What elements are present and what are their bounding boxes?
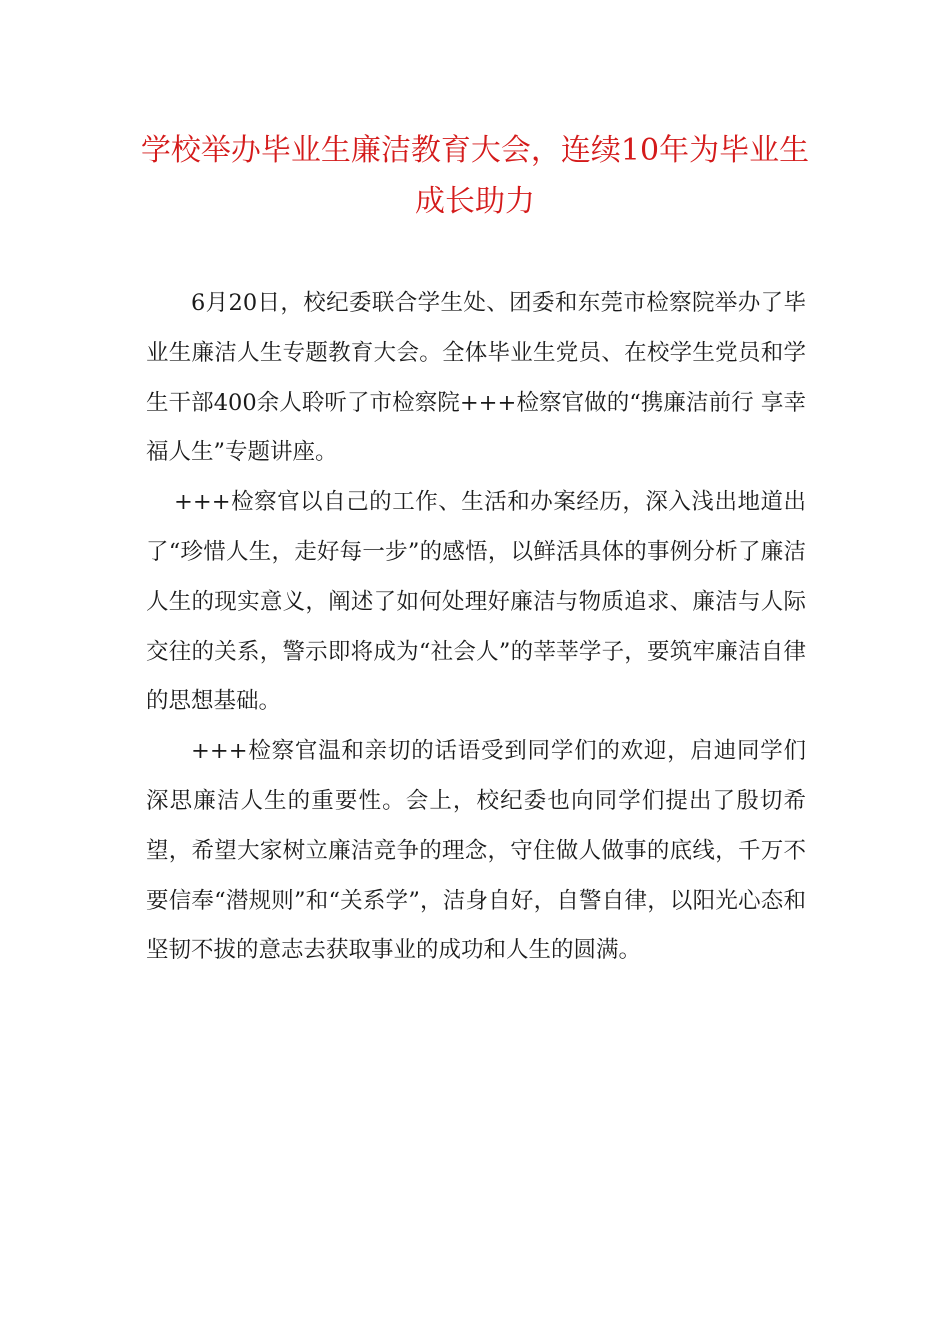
document-title: 学校举办毕业生廉洁教育大会，连续10年为毕业生成长助力 <box>140 133 810 219</box>
paragraph-3: +++检察官温和亲切的话语受到同学们的欢迎，启迪同学们深思廉洁人生的重要性。会上，校纪委也向同学们提出了殷切希望，希望大家树立廉洁竞争的理念，守住做人做事的底线，千万不要信奉“潜规则”和“关系学”，洁身自好，自警自律，以阳光心态和坚韧不拔的意志去获取事业的成功和人生的圆满。 <box>146 738 806 964</box>
paragraph-1: 6月20日，校纪委联合学生处、团委和东莞市检察院举办了毕业生廉洁人生专题教育大会。全体毕业生党员、在校学生党员和学生干部400余人聆听了市检察院+++检察官做的“携廉洁前行 享幸福人生”专题讲座。 <box>146 290 806 466</box>
document-body <box>146 279 806 976</box>
paragraph-2: +++检察官以自己的工作、生活和办案经历，深入浅出地道出了“珍惜人生，走好每一步”的感悟，以鲜活具体的事例分析了廉洁人生的现实意义，阐述了如何处理好廉洁与物质追求、廉洁与人际交往的关系，警示即将成为“社会人”的莘莘学子，要筑牢廉洁自律的思想基础。 <box>146 489 806 715</box>
